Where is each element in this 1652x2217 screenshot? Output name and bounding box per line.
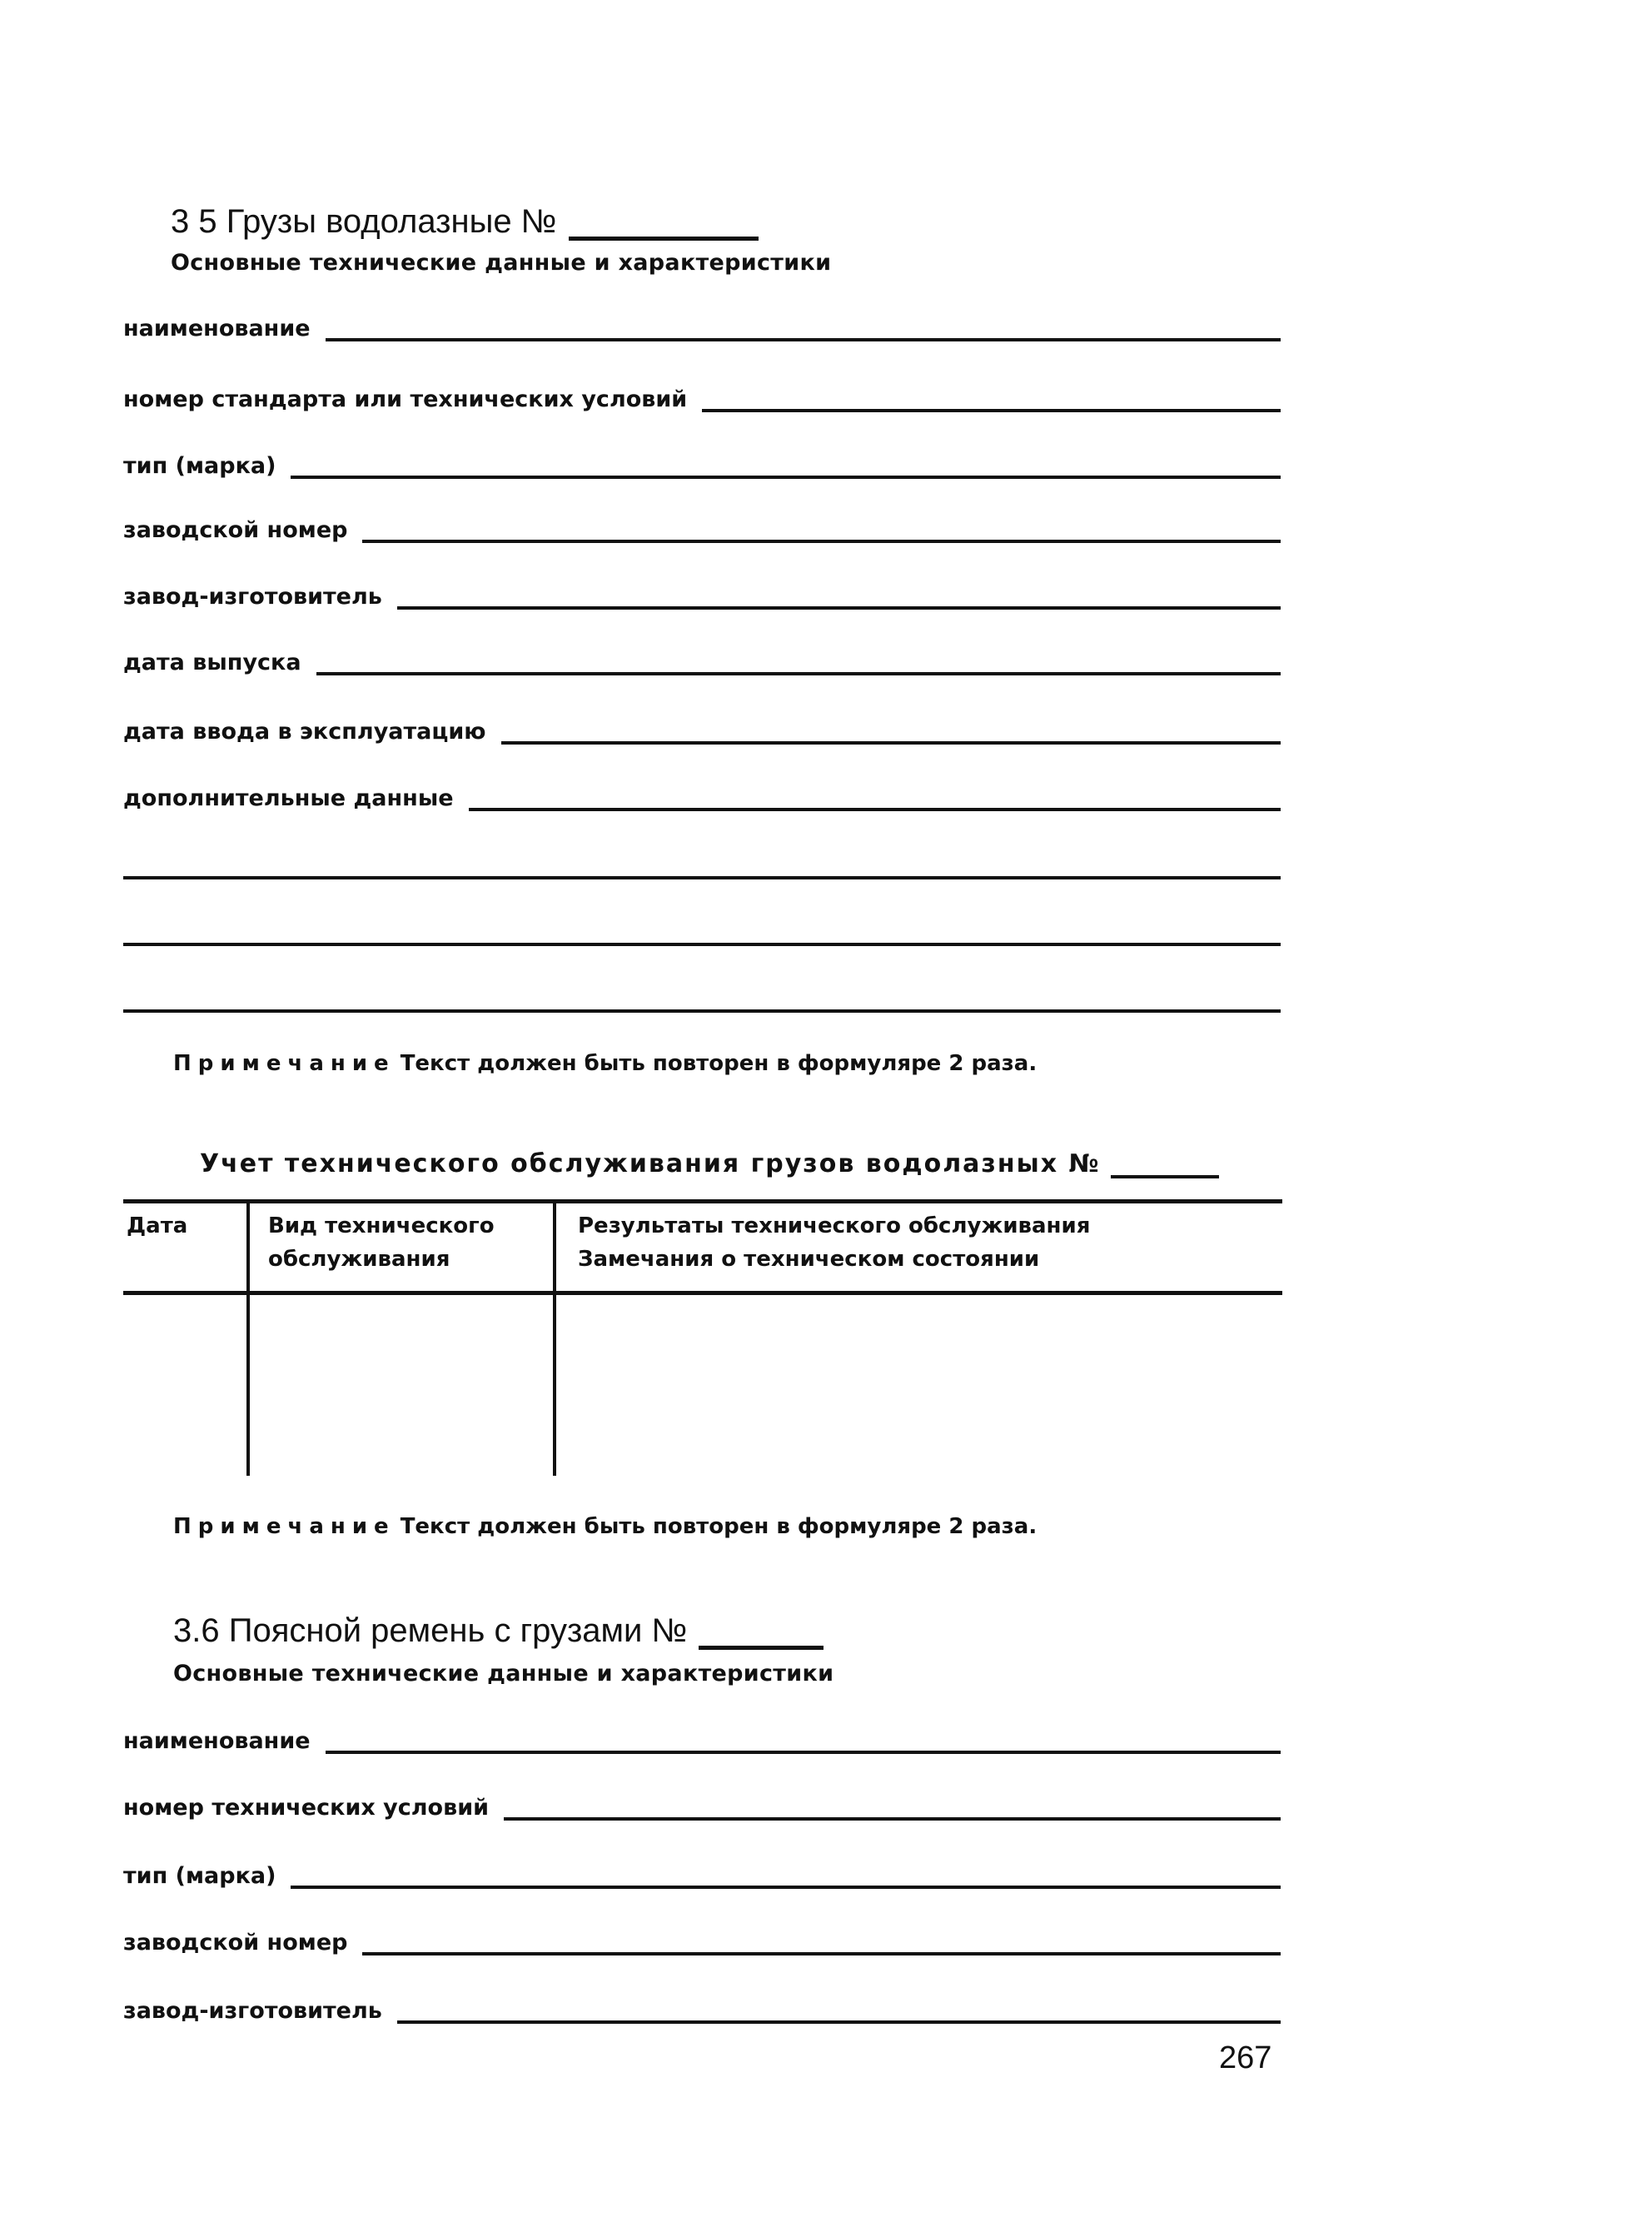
- field-row-manufacturer: [123, 583, 1281, 611]
- belt-serial-number-field[interactable]: [362, 1952, 1281, 1955]
- field-label: тип (марка): [123, 1863, 276, 1889]
- table-column-divider-2: [553, 1199, 556, 1476]
- table-header-rule: [123, 1291, 1282, 1295]
- maintenance-table-number-blank[interactable]: [1111, 1175, 1219, 1178]
- belt-field-row-serial: [123, 1929, 1281, 1957]
- belt-specs-number-field[interactable]: [504, 1817, 1281, 1821]
- field-row-serial: [123, 516, 1281, 545]
- field-label: наименование: [123, 1728, 311, 1754]
- field-label: номер технических условий: [123, 1795, 490, 1821]
- field-label: заводской номер: [123, 517, 348, 543]
- release-date-field[interactable]: [316, 672, 1281, 675]
- belt-manufacturer-field[interactable]: [397, 2020, 1281, 2024]
- cell-date[interactable]: [127, 1298, 243, 1472]
- section-3-5-subtitle: Основные технические данные и характеристики: [171, 250, 832, 276]
- section-3-5-title-text: 3 5 Грузы водолазные №: [171, 203, 557, 240]
- section-3-6-subtitle: Основные технические данные и характеристики: [173, 1661, 834, 1686]
- table-column-divider-1: [246, 1199, 250, 1476]
- maintenance-table-title-text: Учет технического обслуживания грузов водолазных №: [200, 1149, 1101, 1178]
- section-3-6-title-text: 3.6 Поясной ремень с грузами №: [173, 1612, 688, 1649]
- name-field[interactable]: [326, 338, 1281, 341]
- section-3-6-number-blank[interactable]: [699, 1646, 824, 1650]
- additional-data-field[interactable]: [469, 808, 1281, 811]
- field-row-type: [123, 452, 1281, 481]
- serial-number-field[interactable]: [362, 540, 1281, 543]
- note-1: [173, 1051, 1037, 1076]
- field-label: заводской номер: [123, 1930, 348, 1955]
- field-label: дата выпуска: [123, 650, 301, 675]
- field-label: номер стандарта или технических условий: [123, 386, 688, 412]
- field-row-additional: [123, 785, 1281, 813]
- manufacturer-field[interactable]: [397, 606, 1281, 610]
- cell-maintenance-type[interactable]: [251, 1298, 550, 1472]
- section-3-6-title: [173, 1612, 824, 1650]
- note-text: Текст должен быть повторен в формуляре 2 раза.: [400, 1051, 1037, 1076]
- belt-type-field[interactable]: [291, 1886, 1281, 1889]
- field-row-release-date: [123, 649, 1281, 677]
- note-2: [173, 1514, 1037, 1539]
- additional-data-line-2[interactable]: [123, 943, 1281, 946]
- page-number: 267: [1219, 2040, 1272, 2075]
- standard-number-field[interactable]: [702, 409, 1281, 412]
- field-label: дополнительные данные: [123, 785, 454, 811]
- note-label: Примечание: [173, 1051, 396, 1076]
- field-label: завод-изготовитель: [123, 1998, 382, 2024]
- additional-data-line-1[interactable]: [123, 876, 1281, 879]
- header-date: Дата: [127, 1213, 188, 1238]
- header-results: Результаты технического обслуживания Замечания о техническом состоянии: [578, 1213, 1091, 1272]
- type-field[interactable]: [291, 476, 1281, 479]
- belt-name-field[interactable]: [326, 1751, 1281, 1754]
- field-label: наименование: [123, 316, 311, 341]
- section-3-5-title: [171, 203, 759, 241]
- belt-field-row-name: [123, 1727, 1281, 1756]
- belt-field-row-type: [123, 1862, 1281, 1891]
- section-3-5-number-blank[interactable]: [569, 237, 759, 241]
- note-text: Текст должен быть повторен в формуляре 2 раза.: [400, 1514, 1037, 1539]
- maintenance-table-title: [200, 1149, 1219, 1178]
- commission-date-field[interactable]: [501, 741, 1281, 745]
- note-label: Примечание: [173, 1514, 396, 1539]
- belt-field-row-specs: [123, 1794, 1281, 1822]
- table-top-rule: [123, 1199, 1282, 1203]
- field-row-standard: [123, 386, 1281, 414]
- field-row-name: [123, 315, 1281, 343]
- cell-results[interactable]: [558, 1298, 1281, 1472]
- field-label: тип (марка): [123, 453, 276, 479]
- field-row-commission-date: [123, 718, 1281, 746]
- additional-data-line-3[interactable]: [123, 1009, 1281, 1013]
- header-maintenance-type: Вид технического обслуживания: [268, 1213, 495, 1272]
- field-label: завод-изготовитель: [123, 584, 382, 610]
- belt-field-row-manufacturer: [123, 1997, 1281, 2025]
- field-label: дата ввода в эксплуатацию: [123, 719, 486, 745]
